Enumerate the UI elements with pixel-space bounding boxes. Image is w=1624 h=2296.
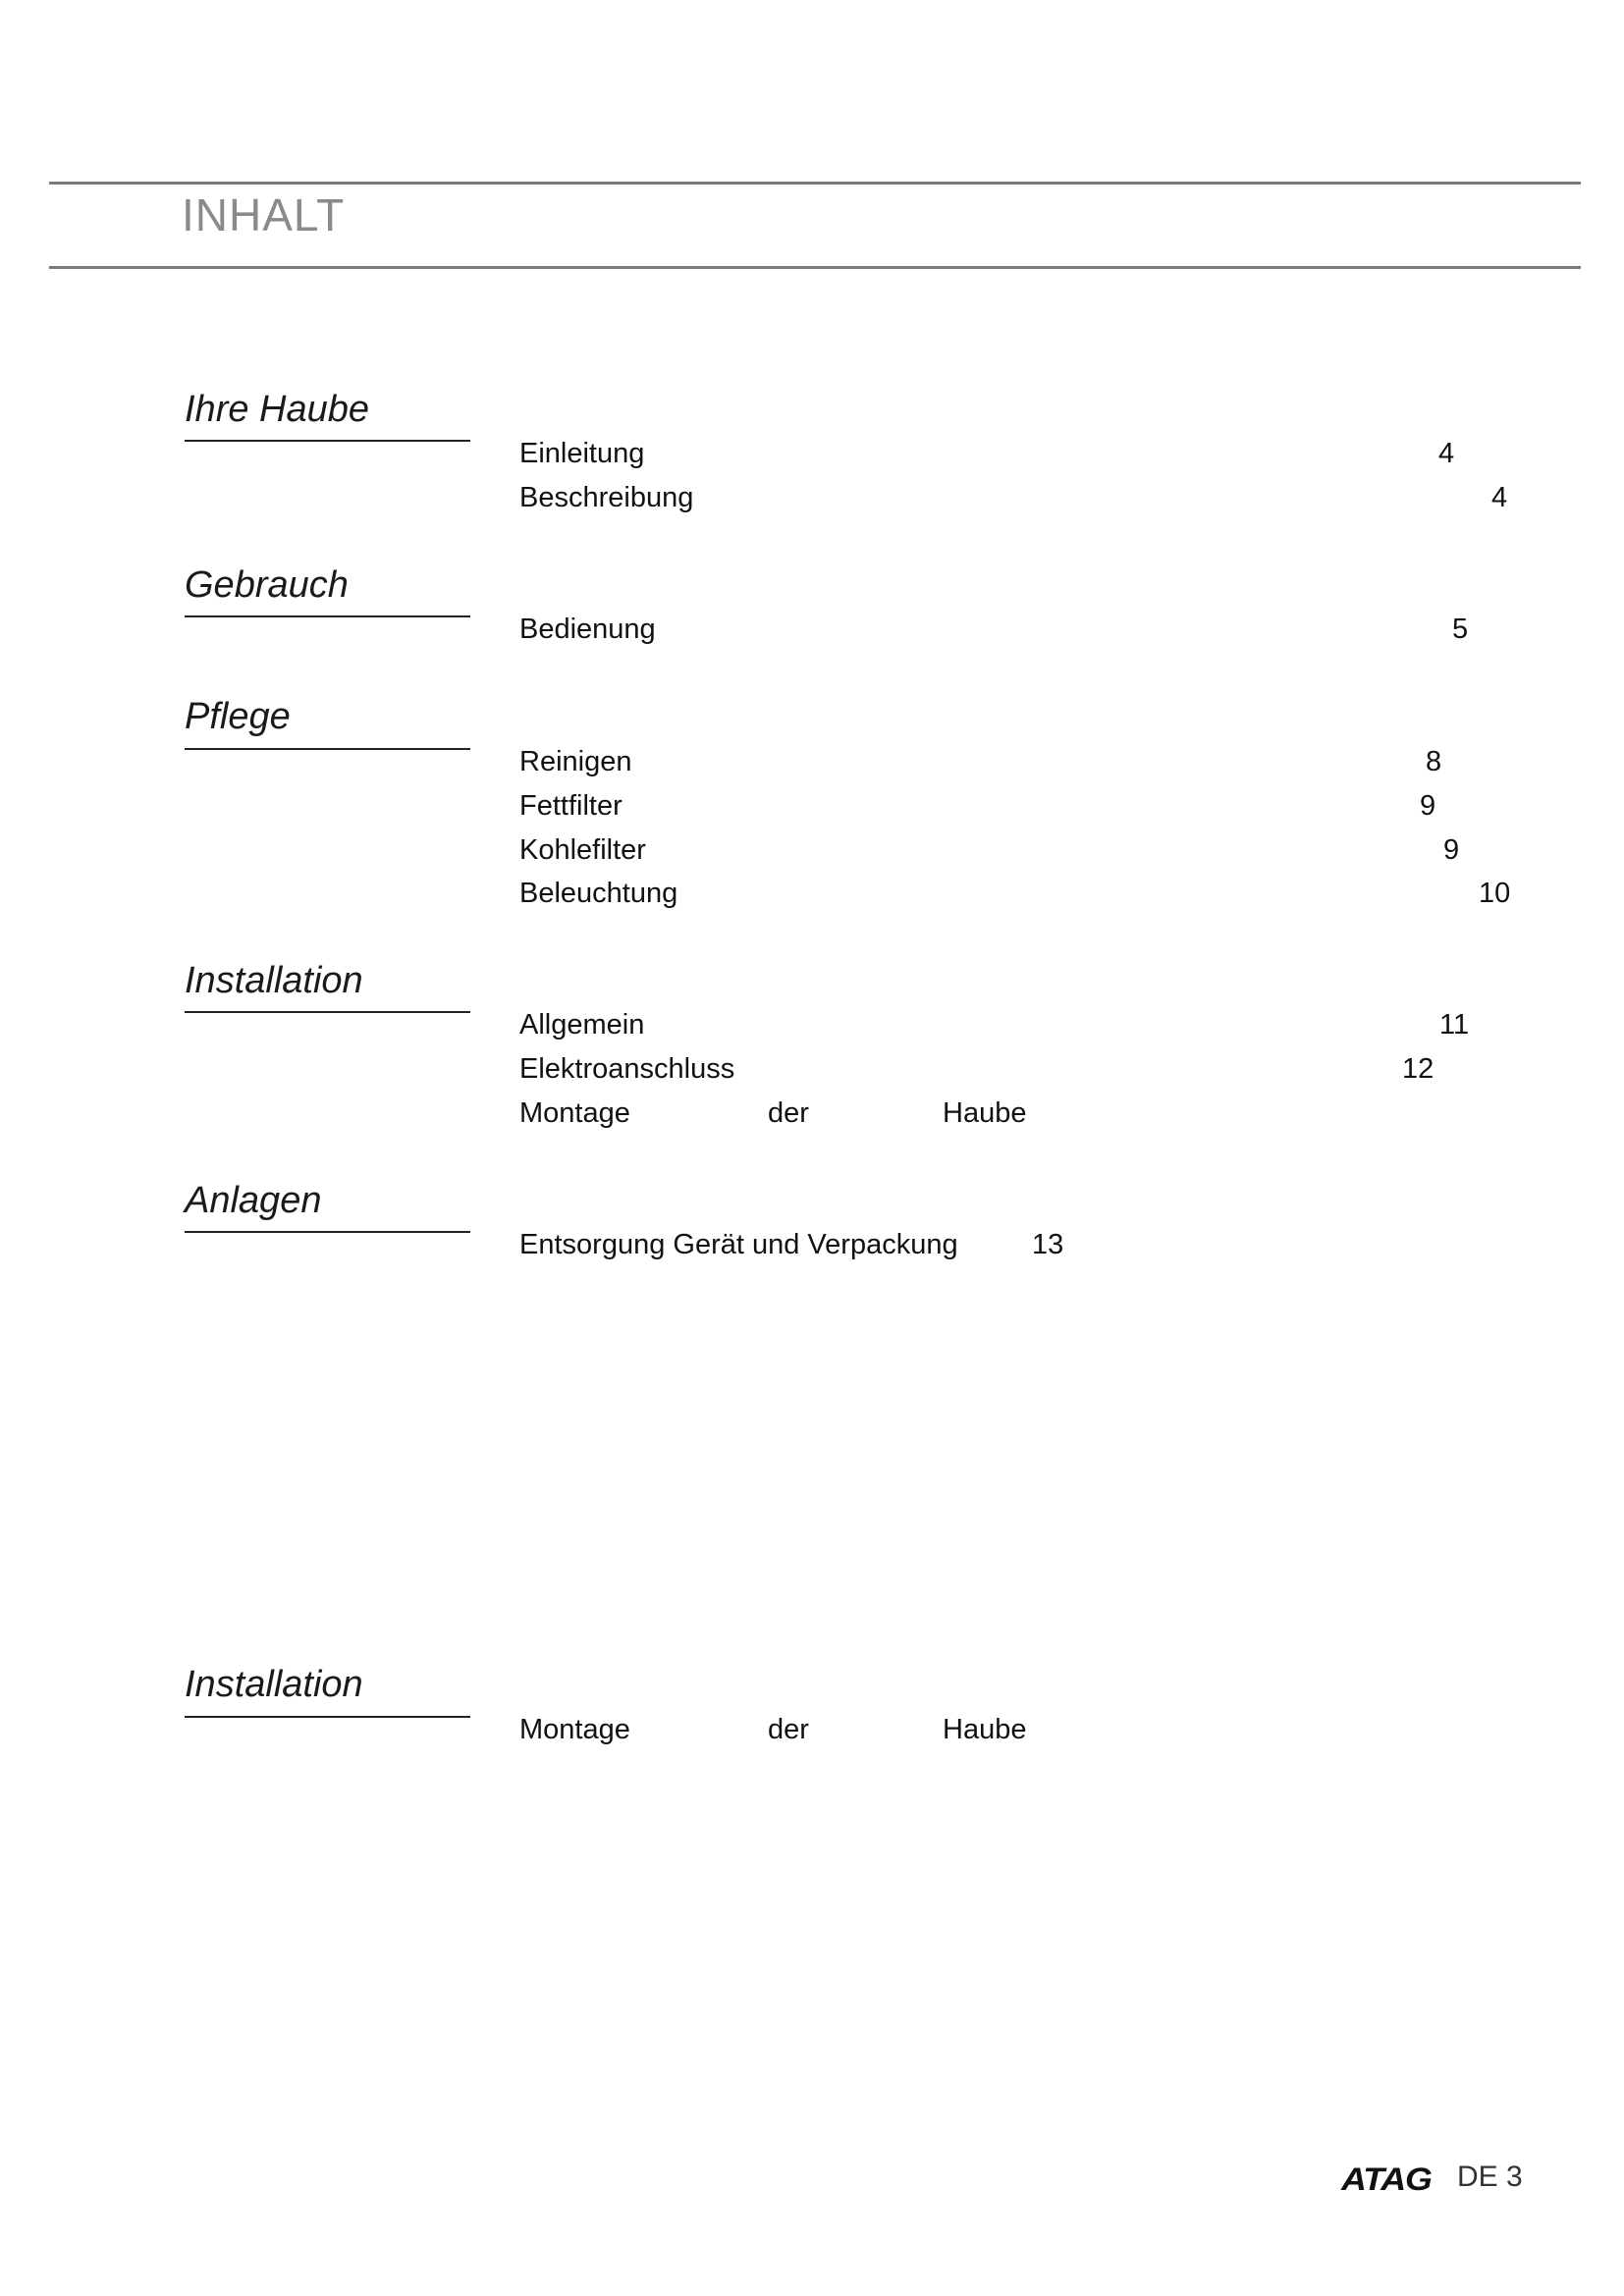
toc-entry-page: 9	[1420, 790, 1436, 822]
page-number: DE 3	[1457, 2161, 1523, 2193]
section-heading-ihre-haube: Ihre Haube	[185, 389, 370, 430]
section-heading-pflege: Pflege	[185, 696, 291, 737]
atag-logo: ATAG	[1341, 2162, 1432, 2197]
toc-entry-label: Fettfilter	[519, 790, 623, 822]
toc-entry-word: Montage	[519, 1097, 630, 1129]
section-heading-gebrauch: Gebrauch	[185, 564, 349, 606]
toc-entry-word: der	[768, 1714, 809, 1745]
toc-entry[interactable]	[0, 1049, 1624, 1089]
toc-entry-word: Haube	[943, 1097, 1027, 1129]
toc-entry-label: Allgemein	[519, 1009, 645, 1041]
toc-entry-label: Bedienung	[519, 614, 656, 645]
toc-entry-page: 5	[1452, 614, 1469, 645]
toc-entry-page: 9	[1443, 834, 1460, 866]
toc-entry-page: 12	[1402, 1053, 1435, 1085]
toc-entry-label: Reinigen	[519, 746, 632, 777]
toc-entry-word: der	[768, 1097, 809, 1129]
header-bottom-rule	[49, 266, 1581, 269]
toc-entry[interactable]	[0, 830, 1624, 870]
toc-entry[interactable]	[0, 742, 1624, 781]
toc-entry-label: Entsorgung Gerät und Verpackung	[519, 1229, 958, 1260]
toc-entry-page: 4	[1438, 438, 1455, 469]
toc-entry-page: 13	[1032, 1229, 1064, 1260]
toc-entry-page: 4	[1491, 482, 1508, 513]
toc-entry-label: Beleuchtung	[519, 878, 678, 909]
section-heading-anlagen: Anlagen	[185, 1180, 322, 1221]
toc-entry-word: Montage	[519, 1714, 630, 1745]
toc-entry-page: 8	[1426, 746, 1442, 777]
section-heading-installation: Installation	[185, 960, 363, 1001]
toc-entry[interactable]	[0, 1225, 1624, 1264]
header-top-rule	[49, 182, 1581, 185]
toc-entry[interactable]	[0, 1710, 1624, 1749]
toc-entry[interactable]	[0, 610, 1624, 649]
toc-entry-label: Elektroanschluss	[519, 1053, 735, 1085]
toc-entry-label: Kohlefilter	[519, 834, 646, 866]
section-heading-installation: Installation	[185, 1664, 363, 1705]
toc-entry[interactable]	[0, 1005, 1624, 1044]
toc-entry-label: Beschreibung	[519, 482, 694, 513]
toc-entry-page: 11	[1439, 1009, 1470, 1041]
toc-entry-word: Haube	[943, 1714, 1027, 1745]
toc-entry[interactable]	[0, 1094, 1624, 1133]
toc-entry[interactable]	[0, 786, 1624, 826]
toc-entry-page: 10	[1479, 878, 1511, 909]
page-title: INHALT	[182, 189, 346, 240]
toc-entry-label: Einleitung	[519, 438, 645, 469]
toc-entry[interactable]	[0, 478, 1624, 517]
toc-entry[interactable]	[0, 874, 1624, 913]
toc-entry[interactable]	[0, 434, 1624, 473]
